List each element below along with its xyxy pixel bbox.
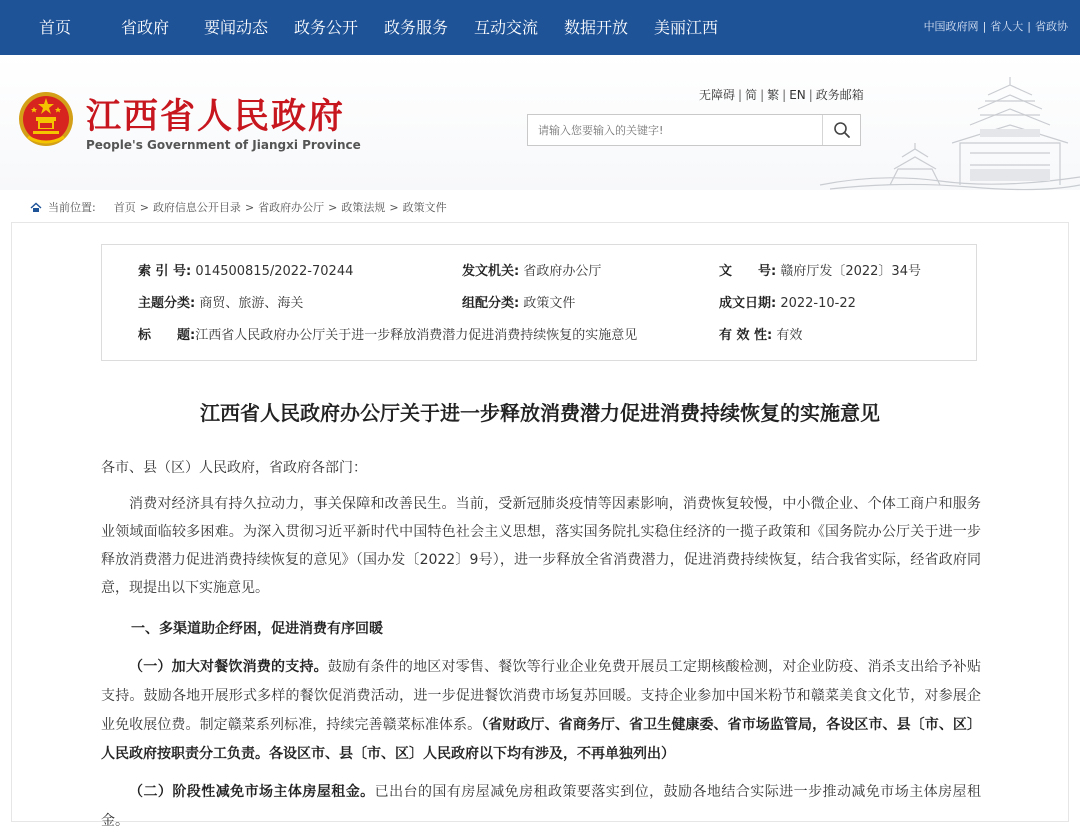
divider: | xyxy=(760,88,765,102)
link-simplified[interactable]: 简 xyxy=(745,88,758,102)
document-salutation: 各市、县（区）人民政府，省政府各部门： xyxy=(101,460,367,476)
link-accessibility[interactable]: 无障碍 xyxy=(699,88,736,102)
breadcrumb-separator: > xyxy=(389,201,399,214)
breadcrumb xyxy=(30,200,447,216)
meta-issuer-label: 发文机关: xyxy=(462,264,520,279)
external-links xyxy=(924,19,1068,35)
breadcrumb-home[interactable]: 首页 xyxy=(113,201,136,214)
nav-item-open-data[interactable]: 数据开放 xyxy=(564,18,629,37)
meta-validity-value: 有效 xyxy=(776,328,803,343)
clause-responsible-units: （省财政厅、省商务厅、省卫生健康委、省市场监管局，各设区市、县〔市、区〕人民政府按职责分工负责。各设区市、县〔市、区〕人民政府以下均有涉及，不再单独列出） xyxy=(101,717,982,762)
site-title[interactable]: 江西省人民政府 xyxy=(86,96,346,137)
nav-item-government-services[interactable]: 政务服务 xyxy=(384,18,449,37)
link-traditional[interactable]: 繁 xyxy=(767,88,780,102)
meta-topic-value: 商贸、旅游、海关 xyxy=(199,296,304,311)
meta-topic xyxy=(138,295,303,313)
nav-item-government-affairs[interactable]: 政务公开 xyxy=(294,18,359,37)
document-paragraph xyxy=(101,778,981,836)
search-input[interactable] xyxy=(528,115,824,145)
tengwang-pavilion-illustration xyxy=(820,73,1080,191)
meta-issuer-value: 省政府办公厅 xyxy=(523,264,602,279)
nav-item-beautiful-jiangxi[interactable]: 美丽江西 xyxy=(654,18,719,37)
meta-validity xyxy=(719,327,802,345)
divider: | xyxy=(808,88,813,102)
meta-title-value: 江西省人民政府办公厅关于进一步释放消费潜力促进消费持续恢复的实施意见 xyxy=(195,328,638,343)
meta-index-value: 014500815/2022-70244 xyxy=(195,264,354,279)
site-subtitle: People's Government of Jiangxi Province xyxy=(86,138,361,152)
divider: | xyxy=(738,88,743,102)
divider: | xyxy=(782,88,787,102)
link-provincial-congress[interactable]: 省人大 xyxy=(990,20,1024,33)
breadcrumb-policies[interactable]: 政策法规 xyxy=(341,201,386,214)
meta-title-label: 标 题: xyxy=(138,328,196,343)
breadcrumb-separator: > xyxy=(139,201,149,214)
meta-date-value: 2022-10-22 xyxy=(780,296,856,311)
meta-date xyxy=(719,295,856,313)
meta-topic-label: 主题分类: xyxy=(138,296,196,311)
meta-docno xyxy=(719,263,921,281)
national-emblem-icon xyxy=(18,91,74,147)
breadcrumb-separator: > xyxy=(328,201,338,214)
nav-item-interaction[interactable]: 互动交流 xyxy=(474,18,539,37)
clause-body: 鼓励有条件的地区对零售、餐饮等行业企业免费开展员工定期核酸检测，对企业防疫、消杀支出给予补贴支持。鼓励各地开展形式多样的餐饮促消费活动，进一步促进餐饮消费市场复苏回暖。支持企业参加中国米粉节和赣菜美食文化节，对参展企业免收展位费。制定赣菜系列标准，持续完善赣菜标准体系。 xyxy=(101,659,982,733)
breadcrumb-label: 当前位置: xyxy=(48,201,96,214)
top-nav-bar xyxy=(0,0,1080,55)
document-meta-table xyxy=(101,244,977,361)
link-central-government[interactable]: 中国政府网 xyxy=(923,20,979,33)
breadcrumb-general-office[interactable]: 省政府办公厅 xyxy=(258,201,325,214)
meta-title xyxy=(138,327,637,345)
divider: | xyxy=(1027,20,1031,33)
breadcrumb-info-catalog[interactable]: 政府信息公开目录 xyxy=(152,201,241,214)
meta-category-value: 政策文件 xyxy=(523,296,576,311)
meta-issuer xyxy=(462,263,601,281)
nav-item-provincial-government[interactable]: 省政府 xyxy=(121,18,170,37)
search-box xyxy=(527,114,861,146)
link-provincial-cppcc[interactable]: 省政协 xyxy=(1035,20,1068,33)
meta-category xyxy=(462,295,575,313)
clause-body: 已出台的国有房屋减免房租政策要落实到位，鼓励各地结合实际进一步推动减免市场主体房屋租金。 xyxy=(101,784,982,829)
nav-item-news[interactable]: 要闻动态 xyxy=(204,18,269,37)
meta-index xyxy=(138,263,353,281)
meta-date-label: 成文日期: xyxy=(719,296,777,311)
link-english[interactable]: EN xyxy=(789,88,806,102)
breadcrumb-policy-documents[interactable]: 政策文件 xyxy=(402,201,447,214)
meta-index-label: 索 引 号: xyxy=(138,264,192,279)
document-paragraph: 消费对经济具有持久拉动力，事关保障和改善民生。当前，受新冠肺炎疫情等因素影响，消费恢复较慢，中小微企业、个体工商户和服务业领域面临较多困难。为深入贯彻习近平新时代中国特色社会主义思想，落实国务院扎实稳住经济的一揽子政策和《国务院办公厅关于进一步释放消费潜力促进消费持续恢复的意见》（国办发〔2022〕9号），进一步释放全省消费潜力，促进消费持续恢复，结合我省实际，经省政府同意，现提出以下实施意见。 xyxy=(101,496,981,596)
divider: | xyxy=(982,20,987,33)
meta-docno-value: 赣府厅发〔2022〕34号 xyxy=(780,264,921,279)
meta-docno-label: 文 号: xyxy=(719,264,777,279)
section-heading: 一、多渠道助企纾困，促进消费有序回暖 xyxy=(131,621,383,637)
link-government-mail[interactable]: 政务邮箱 xyxy=(815,88,864,102)
document-paragraph xyxy=(101,653,981,769)
clause-heading: （二）阶段性减免市场主体房屋租金。 xyxy=(129,784,375,800)
site-header xyxy=(0,55,1080,190)
nav-item-home[interactable]: 首页 xyxy=(39,18,72,37)
breadcrumb-separator: > xyxy=(244,201,255,214)
home-icon xyxy=(30,202,42,213)
meta-validity-label: 有 效 性: xyxy=(719,328,773,343)
document-title: 江西省人民政府办公厅关于进一步释放消费潜力促进消费持续恢复的实施意见 xyxy=(200,401,880,425)
meta-category-label: 组配分类: xyxy=(462,296,520,311)
clause-heading: （一）加大对餐饮消费的支持。 xyxy=(129,659,328,675)
